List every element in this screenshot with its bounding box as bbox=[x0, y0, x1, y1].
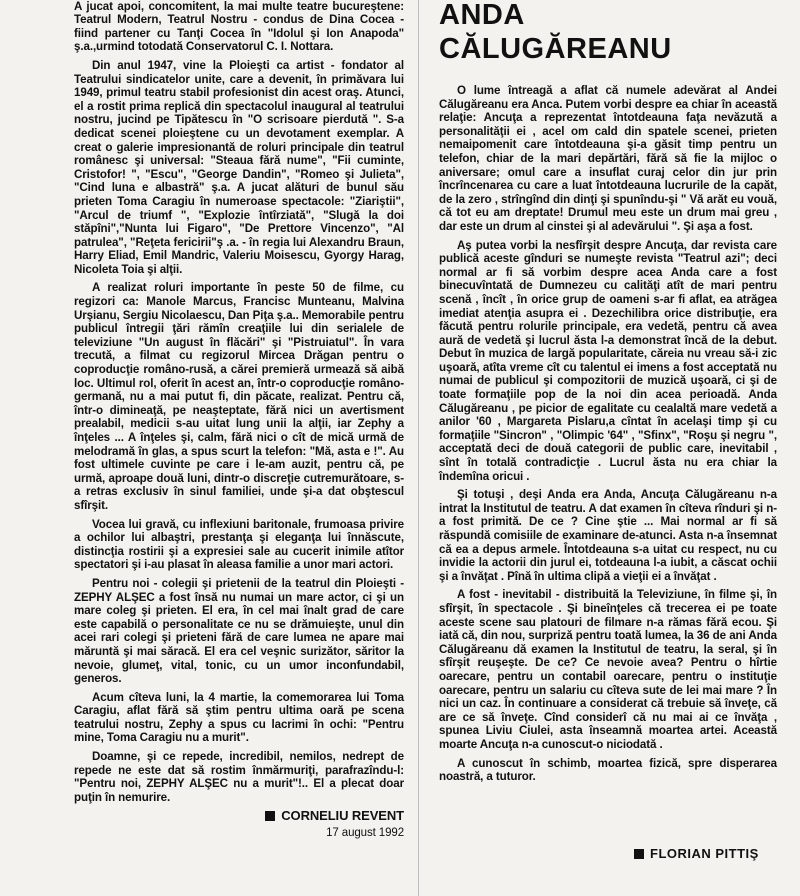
article-paragraph: Aş putea vorbi la nesfîrşit despre Ancuţa, dar revista care publică aceste gînduri se numeşte revista "Teatrul azi"; deci normal ar fi să vorbim despre acea Anda care a fost binecuvîntată de Dumnezeu cu calităţi atît de mari pentru scenă , încît , în orice grup de oameni s-ar fi aflat, ea atrăgea imediat atenţia asupra ei . Dezechilibra orice distribuţie, era făcută pentru rolurile principale, era vedetă, pentru că avea aură de vedetă şi lucrul ăsta l-a demonstrat încă de la debut. Debut în muzica de largă popularitate, căreia nu vreau să-i zic uşoară, atîta vreme cît cu talentul ei imens a fost acceptată nu numai de publicul şi compozitorii de muzică uşoară, ci şi de toate formaţiile pop de la noi din acea perioadă. Anda Călugăreanu , pe picior de egalitate cu cealaltă mare vedetă a anilor '60 , Margareta Pislaru,a cîntat în acelaşi timp şi cu formaţiile "Sincron" , "Olimpic '64" , "Sfinx", "Roşu şi negru ", acceptată deci de două categorii de public care, inevitabil , sînt în totală contradicţie . Lucrul ăsta nu era chiar la îndemîna oricui . bbox=[439, 238, 777, 483]
article-paragraph: Şi totuşi , deşi Anda era Anda, Ancuţa Călugăreanu n-a intrat la Institutul de teatru. A dat examen în cîteva rînduri şi n-a fost primită. De ce ? Cine ştie ... Mai normal ar fi să răspundă comisiile de examinare de-atunci. Asta n-a însemnat că ea a depus armele. Întotdeauna s-a uitat cu respect, nu cu invidie la actorii din jurul ei, totdeauna l-a iubit, a căscat ochii şi a învăţat . Pînă în ultima clipă a vieţii ei a învăţat . bbox=[439, 488, 777, 583]
article-paragraph: O lume întreagă a aflat că numele adevărat al Andei Călugăreanu era Anca. Putem vorbi despre ea chiar în această relaţie: Ancuţa a reprezentat întotdeauna faţa nevăzută a personalităţii ei , acel om cald din spatele scenei, prieten nemaipomenit care întotdeauna şi-a găsit timp pentru un telefon, chiar de la mari depărtări, fără să fie la mijloc o aniversare; omul care a insuflat curaj celor din jur prin încrîncenarea cu care a luat întotdeauna lucrurile de la capăt, de la zero , strîngînd din dinţi şi spunîndu-şi " Vă arăt eu vouă, că tot eu am dreptate! Drumul meu este un drum mai greu , dar este un drum al cinstei şi al adevărului ". Şi aşa a fost. bbox=[439, 84, 777, 233]
author-signature bbox=[74, 809, 404, 823]
square-bullet-icon bbox=[634, 849, 644, 859]
article-paragraph: Pentru noi - colegii şi prietenii de la teatrul din Ploieşti - ZEPHY ALŞEC a fost însă nu numai un mare actor, ci şi un mare coleg şi prieten. El era, în cel mai înalt grad de care este capabilă o personalitate ce nu se drămuieşte, unul din acei rari colegi şi prieteni fără de care lumea ne apare mai măruntă şi mai săracă. El era cel veşnic surizător, săritor la nevoie, glumeţ, vital, tonic, cu un umor inconfundabil, generos. bbox=[74, 576, 404, 686]
article-paragraph: Vocea lui gravă, cu inflexiuni baritonale, frumoasa privire a ochilor lui albaştri, prestanţa şi eleganţa lui înnăscute, distincţia rostirii şi a expresiei sale au cucerit inimile atîtor spectatori şi i-au plasat în aleasa familie a unor mari actori. bbox=[74, 517, 404, 572]
author-name: CORNELIU REVENT bbox=[281, 808, 404, 824]
article-paragraph: Acum cîteva luni, la 4 martie, la comemorarea lui Toma Caragiu, aflat fără să ştim pentru ultima oară pe scena teatrului nostru, Zephy a spus cu lacrimi în ochi: "Pentru mine, Toma Caragiu nu a murit". bbox=[74, 690, 404, 745]
article-paragraph: A realizat roluri importante în peste 50 de filme, cu regizori ca: Manole Marcus, Francisc Munteanu, Malvina Urşianu, Sergiu Nicolaescu, Dan Piţa ş.a.. Memorabile pentru publicul întregii ţări rămîn creaţiile lui din serialele de televiziune "Un august în flăcări" şi "Pistruiatul". În vara trecută, a filmat cu regizorul Mircea Drăgan pentru o coproducţie româno-rusă, a cărei premieră urmează să aibă loc. Ultimul rol, oferit în acest an, într-o coproducţie româno-germană, nu a mai putut fi, din păcate, realizat. Pentru că, într-o dimineaţă, pe neaşteptate, fără nici un avertisment prealabil, medicii s-au uitat lung unii la alţii, iar Zephy a înţeles ... A înţeles şi, calm, fără nici o cît de mică urmă de melodramă în glas, a spus scurt la telefon: "Mă, asta e !". Au fost ultimele cuvinte pe care i le-am auzit, pentru că, pe urmă, aproape două luni, dintr-o discreţie cutremurătoare, s-a retras exclusiv în sinul familiei, unde şi-a dat obştescul sfîrşit. bbox=[74, 281, 404, 512]
author-name: FLORIAN PITTIŞ bbox=[650, 846, 759, 861]
right-article-column bbox=[439, 0, 777, 789]
article-date: 17 august 1992 bbox=[326, 827, 404, 840]
left-article-column bbox=[74, 0, 404, 841]
article-paragraph: A fost - inevitabil - distribuită la Televiziune, în filme şi, în sfîrşit, în spectacole . Şi bineînţeles că trecerea ei pe toate aceste scene sau platouri de filmare n-a rămas fără ecou. Şi iată că, din nou, surpriză pentru toată lumea, la 36 de ani Anda Călugăreanu dă examen la Institutul de teatru, la seral, şi în sfîrşit reuşeşte. De ce? Ce nevoie avea? Pentru o hîrtie oarecare, pentru un contabil oarecare, pentru o instituţie oarecare, pentru un salariu cu cîteva sute de lei mai mare ? În nici un caz. În continuare a considerat că trebuie să înveţe, că are ce să înveţe. Cînd considerî că nu mai ai ce învăţa , spunea Liviu Ciulei, asta înseamnă moartea artei. Această moarte Ancuţa n-a cunoscut-o niciodată . bbox=[439, 588, 777, 751]
column-divider bbox=[418, 0, 419, 896]
headline-box bbox=[439, 0, 777, 70]
author-signature-right bbox=[634, 846, 759, 861]
article-headline: ANDA CĂLUGĂREANU bbox=[439, 0, 672, 65]
article-paragraph: Doamne, şi ce repede, incredibil, nemilos, nedrept de repede ne este dat să rostim înmărmuriţi, parafrazîndu-l: "Pentru noi, ZEPHY ALŞEC nu a murit"!.. El a plecat doar puţin în nemurire. bbox=[74, 750, 404, 804]
article-paragraph: Din anul 1947, vine la Ploieşti ca artist - fondator al Teatrului sindicatelor unite, care a devenit, în primăvara lui 1949, primul teatru stabil profesionist din acest oraş. Atunci, el a rostit prima replică din spectacolul inaugural al teatrului nostru, jucind pe Tipătescu în "O scrisoare pierdută ". S-a dedicat scenei ploieştene cu un devotament exemplar. A creat o galerie impresionantă de roluri principale din teatrul românesc şi universal: "Steaua fără nume", "Fii cuminte, Cristofor! ", "Escu", "George Dandin", "Romeo şi Julieta", "Cind luna e albastră" ş.a. A jucat alături de bunul său prieten Toma Caragiu în numeroase spectacole: "Ziariştii", "Arcul de triumf ", "Explozie întîrziată", "Slugă la doi stăpîni","Nunta lui Figaro", "De Prettore Vincenzo", "Al patrulea", "Reţeta fericirii"ş .a. - în regia lui Alexandru Braun, Harry Eliad, Emil Mandric, Valeriu Moisescu, Gyorgy Harag, Nicoleta Toia şi alţii. bbox=[74, 58, 404, 276]
square-bullet-icon bbox=[265, 811, 275, 821]
article-paragraph: A jucat apoi, concomitent, la mai multe teatre bucureştene: Teatrul Modern, Teatrul Nostru - condus de Dina Cocea - fiind partener cu Tanţi Cocea în "Idolul şi Ion Anapoda" ş.a.,urmind totodată Conservatorul C. I. Nottara. bbox=[74, 0, 404, 54]
article-paragraph: A cunoscut în schimb, moartea fizică, spre disperarea noastră, a tuturor. bbox=[439, 756, 777, 784]
